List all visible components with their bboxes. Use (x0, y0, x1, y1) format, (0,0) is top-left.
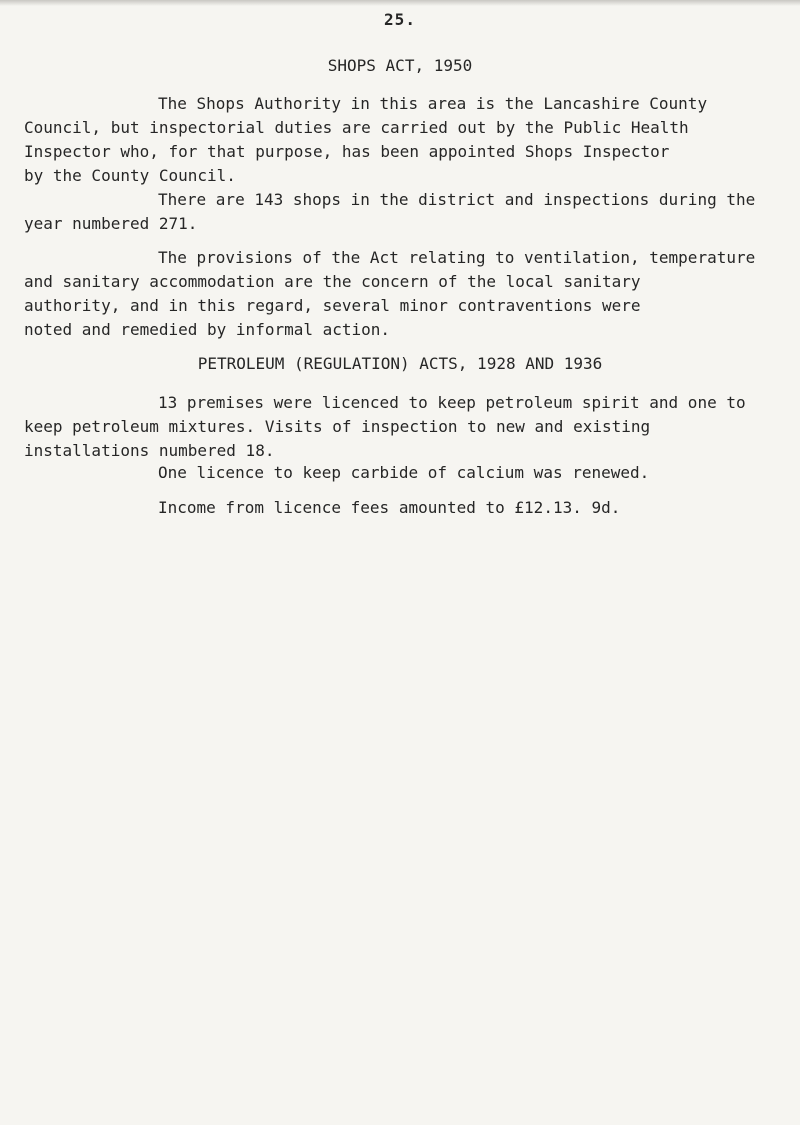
page-number: 25. (384, 10, 416, 29)
paragraph-shops-authority (24, 92, 784, 188)
paragraph-line: There are 143 shops in the district and inspections during the (158, 190, 756, 209)
paragraph-line: Council, but inspectorial duties are carried out by the Public Health (24, 118, 689, 137)
paragraph-provisions (24, 246, 784, 342)
paragraph-line: noted and remedied by informal action. (24, 320, 391, 339)
paragraph-line: installations numbered 18. (24, 441, 275, 460)
section-heading-petroleum-acts: PETROLEUM (REGULATION) ACTS, 1928 AND 1936 (197, 354, 603, 373)
paragraph-line: year numbered 271. (24, 214, 198, 233)
paragraph-premises (24, 391, 784, 463)
paragraph-shop-count (24, 188, 784, 236)
paragraph-line: and sanitary accommodation are the concern of the local sanitary (24, 272, 641, 291)
line-licence-income: Income from licence fees amounted to £12.13. 9d. (158, 498, 621, 517)
paragraph-line: authority, and in this regard, several minor contraventions were (24, 296, 641, 315)
section-heading-shops-act: SHOPS ACT, 1950 (327, 56, 473, 75)
paragraph-line: 13 premises were licenced to keep petroleum spirit and one to (158, 393, 746, 412)
scan-edge-shadow (0, 0, 800, 6)
paragraph-line: by the County Council. (24, 166, 236, 185)
line-calcium-licence: One licence to keep carbide of calcium was renewed. (158, 463, 650, 482)
paragraph-line: The provisions of the Act relating to ventilation, temperature (158, 248, 756, 267)
paragraph-line: The Shops Authority in this area is the Lancashire County (158, 94, 708, 113)
paragraph-line: keep petroleum mixtures. Visits of inspection to new and existing (24, 417, 651, 436)
paragraph-line: Inspector who, for that purpose, has been appointed Shops Inspector (24, 142, 670, 161)
